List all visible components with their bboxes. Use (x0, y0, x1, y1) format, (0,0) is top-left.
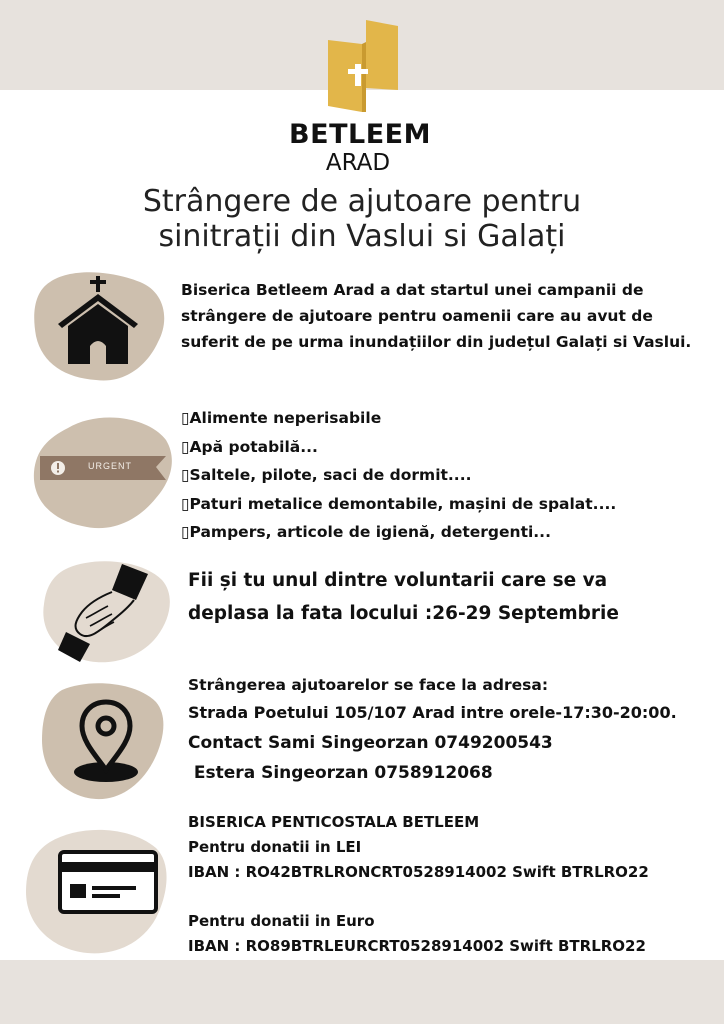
church-blob (30, 268, 170, 386)
list-item: ▯Apă potabilă... (181, 437, 318, 456)
page-title (120, 184, 604, 254)
intro-line-3: suferit de pe urma inundațiilor din județul Galați si Vaslui. (181, 333, 692, 351)
needs-list (181, 404, 701, 547)
betleem-logo-icon (322, 20, 400, 116)
list-item: ▯Alimente neperisabile (181, 409, 382, 427)
title-line-2: sinitrații din Vaslui si Galați (158, 219, 566, 254)
euro-iban: IBAN : RO89BTRLEURCRT0528914002 Swift BTRLRO22 (188, 937, 646, 955)
address-block (188, 672, 708, 788)
bank-org: BISERICA PENTICOSTALA BETLEEM (188, 813, 480, 831)
intro-line-2: strângere de ajutoare pentru oamenii care au avut de (181, 307, 653, 325)
lei-iban: IBAN : RO42BTRLRONCRT0528914002 Swift BTRLRO22 (188, 863, 649, 881)
contact-estera: Estera Singeorzan 0758912068 (188, 763, 493, 783)
list-item: ▯Paturi metalice demontabile, mașini de spalat.... (181, 494, 617, 513)
brand-city: ARAD (325, 150, 391, 176)
title-line-1: Strângere de ajutoare pentru (142, 184, 582, 219)
address-line-1: Strângerea ajutoarelor se face la adresa: (188, 676, 549, 694)
volunteer-line-1: Fii și tu unul dintre voluntarii care se va (188, 570, 608, 591)
bottom-band (0, 960, 724, 1024)
bank-details (188, 810, 708, 959)
list-item: ▯Pampers, articole de igienă, detergenti... (181, 523, 551, 541)
handshake-blob (38, 556, 174, 666)
intro-text (181, 277, 701, 355)
volunteer-line-2: deplasa la fata locului :26-29 Septembrie (188, 603, 619, 624)
urgent-blob (28, 410, 178, 534)
card-blob (20, 822, 172, 958)
lei-label: Pentru donatii in LEI (188, 838, 362, 856)
euro-label: Pentru donatii in Euro (188, 912, 375, 930)
brand (270, 120, 450, 176)
credit-card-icon (60, 852, 156, 912)
urgent-label: URGENT (88, 461, 132, 471)
address-line-2: Strada Poetului 105/107 Arad intre orele-17:30-20:00. (188, 703, 677, 722)
list-item: ▯Saltele, pilote, saci de dormit.... (181, 466, 472, 484)
contact-sami: Contact Sami Singeorzan 0749200543 (188, 733, 553, 753)
intro-line-1: Biserica Betleem Arad a dat startul unei campanii de (181, 281, 644, 299)
location-blob (38, 680, 166, 804)
volunteer-text (188, 564, 708, 630)
brand-name: BETLEEM (289, 119, 431, 150)
